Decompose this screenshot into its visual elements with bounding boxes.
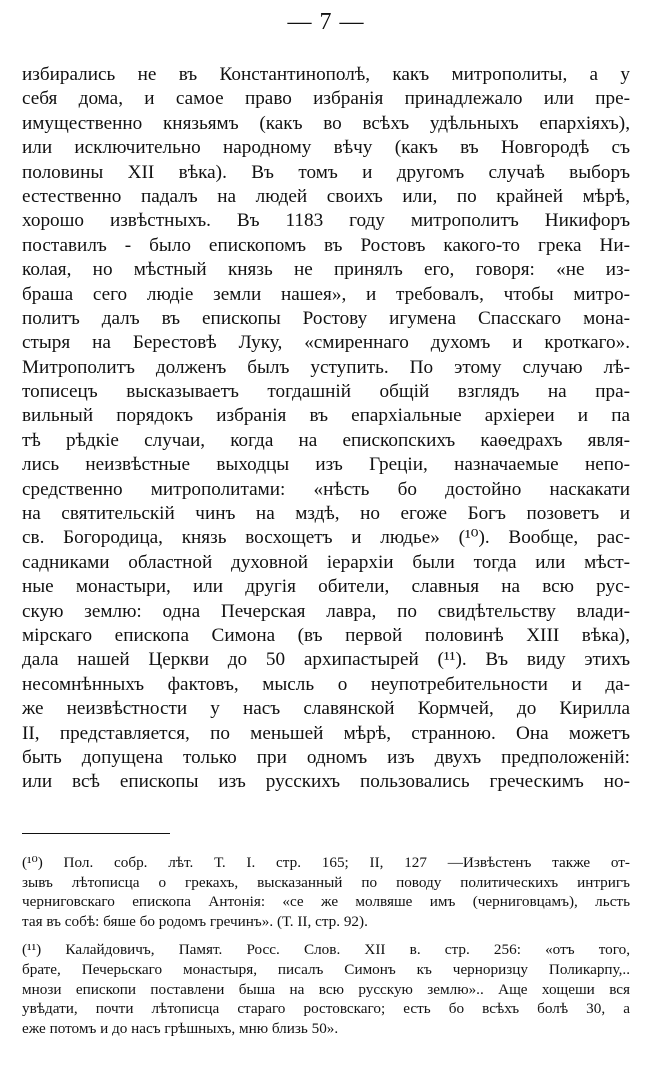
page-number: — 7 — [287,9,365,35]
footnote-line: еже потомъ и до насъ грѣшныхъ, мню близь 50». [22,1019,339,1037]
footnote-line: мнози епископи поставлени быша на всю русскую землю».. Аще хощеши вся [22,980,630,998]
footnote-line: черниговскаго епископа Антонія: «се же молвяше имъ (черниговцамъ), льсть [22,893,630,911]
text-line: Митрополитъ долженъ былъ уступить. По этому случаю лѣ- [22,356,630,378]
text-line: быть допущена только при одномъ изъ двухъ предположеній: [22,746,630,768]
text-line: же неизвѣстности у насъ славянской Кормчей, до Кирилла [22,698,630,720]
text-line: половины XII вѣка). Въ томъ и другомъ случаѣ выборъ [22,161,630,183]
text-line: лись неизвѣстные выходцы изъ Греціи, назначаемые непо- [22,454,630,476]
footnotes-block [22,853,630,1038]
footnote-separator [22,833,170,834]
text-line: тѣ рѣдкіе случаи, когда на епископскихъ каѳедрахъ явля- [22,429,630,451]
footnote-line: (¹⁰) Пол. собр. лѣт. Т. I. стр. 165; II, 127 —Извѣстенъ также от- [22,854,630,871]
footnote-line: брате, Печерьскаго монастыря, писалъ Симонъ къ черноризцу Поликарпу,.. [22,960,630,978]
text-line: тописецъ высказываетъ тогдашній общій взглядъ на пра- [22,381,630,403]
text-line: дала нашей Церкви до 50 архипастырей (¹¹). Въ виду этихъ [22,649,630,671]
text-line: вильный порядокъ избранія въ епархіальные архіереи и па [22,405,630,427]
footnote-10 [22,853,630,931]
footnote-line: (¹¹) Калайдовичъ, Памят. Росс. Слов. XII в. стр. 256: «отъ того, [22,941,630,959]
footnote-line: зывъ лѣтописца о грекахъ, высказанный по поводу политическихъ интригъ [22,873,630,891]
text-line: мірскаго епископа Симона (въ первой половинѣ XIII вѣка), [22,624,630,646]
text-line: ные монастыри, или другія обители, славныя на всю рус- [22,576,630,598]
text-line: естественно падалъ на людей своихъ или, по крайней мѣрѣ, [22,185,630,207]
text-line: политъ далъ въ епископы Ростову игумена Спасскаго мона- [22,307,630,329]
text-line: садниками областной духовной іерархіи были тогда или мѣст- [22,551,630,573]
text-line: несомнѣнныхъ фактовъ, мысль о неупотребительности и да- [22,673,630,695]
text-line: скую землю: одна Печерская лавра, по свидѣтельству влади- [22,600,630,622]
text-line: хорошо извѣстныхъ. Въ 1183 году митрополитъ Никифоръ [22,210,630,232]
text-line: II, представляется, по меньшей мѣрѣ, странною. Она можетъ [22,722,630,744]
text-line: браша сего людіе земли нашея», и требовалъ, чтобы митро- [22,283,630,305]
text-line: стыря на Берестовѣ Луку, «смиреннаго духомъ и кроткаго». [22,332,630,354]
text-line: или всѣ епископы изъ русскихъ пользовались греческимъ но- [22,771,630,793]
text-line: себя дома, и самое право избранія принадлежало или пре- [22,88,630,110]
text-line: имущественно князьямъ (какъ во всѣхъ удѣльныхъ епархіяхъ), [22,112,630,134]
text-line: св. Богородица, князь восхощетъ и людье» (¹⁰). Вообще, рас- [22,527,630,549]
text-line: колая, но мѣстный князь не принялъ его, говоря: «не из- [22,259,630,281]
text-line: на святительскій чинъ на мздѣ, но егоже Богъ позоветъ и [22,503,630,525]
text-line: поставилъ - было епископомъ въ Ростовъ какого-то грека Ни- [22,234,630,256]
footnote-11 [22,940,630,1038]
text-line: средственно митрополитами: «нѣсть бо достойно наскакати [22,478,630,500]
main-text-block [22,63,630,795]
footnote-line: тая въ собѣ: бяше бо родомъ гречинъ». (Т. II, стр. 92). [22,912,368,930]
footnote-line: увѣдати, почти лѣтописца стараго ростовскаго; есть бо всѣхъ болѣ 30, а [22,1000,630,1018]
text-line: или исключительно народному вѣчу (какъ въ Новгородѣ съ [22,137,630,159]
text-line: избирались не въ Константинополѣ, какъ митрополиты, а у [22,64,630,85]
